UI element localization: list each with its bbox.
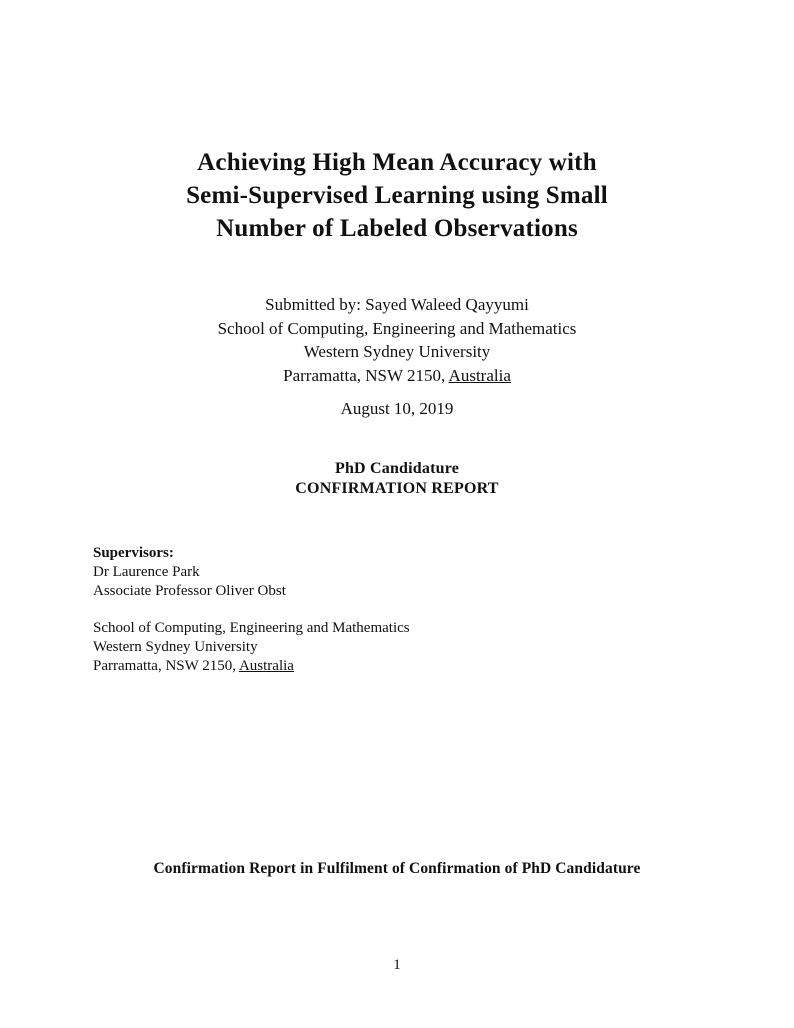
- supervisors-address-prefix: Parramatta, NSW 2150,: [93, 658, 239, 674]
- supervisor-name-1: Dr Laurence Park: [93, 564, 200, 580]
- footer-statement: Confirmation Report in Fulfilment of Confirmation of PhD Candidature: [153, 860, 641, 877]
- supervisors-address: [93, 657, 410, 676]
- spacer: [93, 601, 410, 619]
- title-line-3: Number of Labeled Observations: [216, 215, 578, 242]
- supervisors-heading: Supervisors:: [93, 545, 174, 561]
- australia-link[interactable]: Australia: [238, 658, 294, 674]
- page-number: 1: [393, 957, 401, 973]
- report-type: [0, 459, 794, 499]
- submitted-by: Submitted by: Sayed Waleed Qayyumi: [265, 295, 529, 314]
- supervisors-university: Western Sydney University: [93, 639, 258, 655]
- title-line-2: Semi-Supervised Learning using Small: [186, 182, 608, 209]
- supervisor-name-2: Associate Professor Oliver Obst: [93, 583, 286, 599]
- title-line-1: Achieving High Mean Accuracy with: [197, 149, 597, 176]
- report-type-line-2: CONFIRMATION REPORT: [295, 480, 499, 497]
- supervisors-school: School of Computing, Engineering and Mathematics: [93, 620, 410, 636]
- submitted-university: Western Sydney University: [303, 342, 491, 361]
- submitted-school: School of Computing, Engineering and Mathematics: [217, 318, 577, 338]
- document-title: [0, 146, 794, 245]
- document-date: August 10, 2019: [340, 399, 454, 418]
- submitted-address: [0, 364, 794, 388]
- submitted-address-prefix: Parramatta, NSW 2150,: [283, 365, 449, 385]
- supervisors-section: [93, 544, 410, 676]
- australia-link[interactable]: Australia: [448, 365, 511, 385]
- submission-info: [0, 293, 794, 387]
- report-type-line-1: PhD Candidature: [334, 460, 460, 477]
